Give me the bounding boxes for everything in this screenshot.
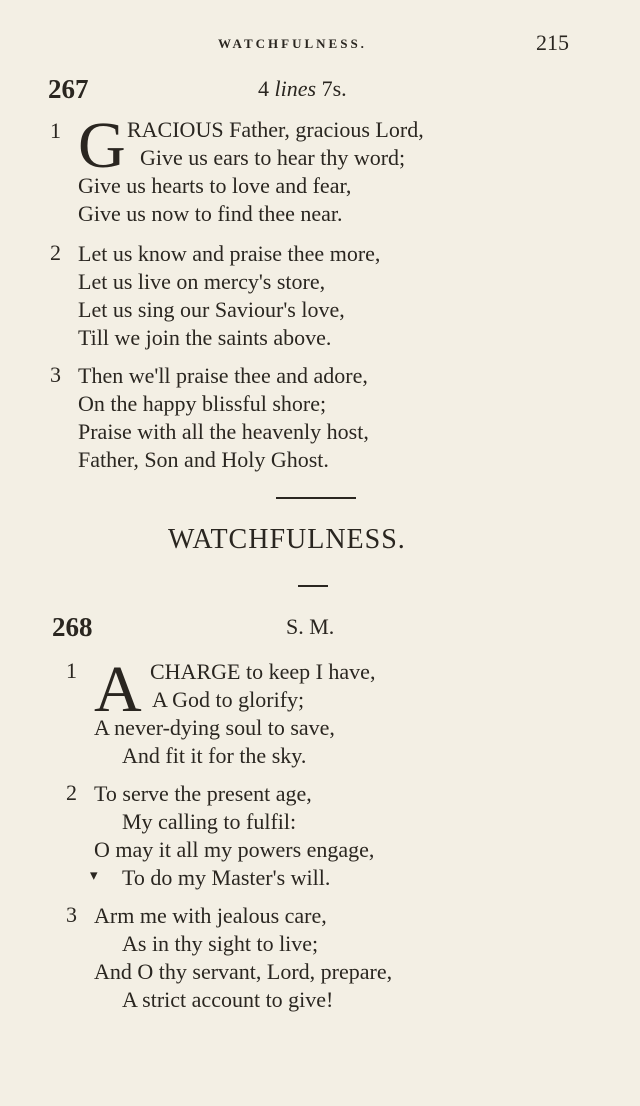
verse-line: Give us now to find thee near. bbox=[78, 201, 343, 226]
verse-line: A strict account to give! bbox=[122, 987, 334, 1012]
verse-number: 3 bbox=[50, 362, 61, 387]
verse-line: My calling to fulfil: bbox=[122, 809, 297, 834]
verse-line: Let us sing our Saviour's love, bbox=[78, 297, 345, 322]
hymn-267-meter-text: lines bbox=[274, 76, 317, 101]
verse-line: Let us know and praise thee more, bbox=[78, 241, 381, 266]
verse-number: 2 bbox=[66, 780, 77, 805]
verse-line: A never-dying soul to save, bbox=[94, 715, 335, 740]
verse-line: On the happy blissful shore; bbox=[78, 391, 327, 416]
hymn-268-meter: S. M. bbox=[286, 614, 335, 639]
first-line-tail: to keep I have, bbox=[240, 659, 376, 684]
verse-line bbox=[127, 116, 424, 144]
verse-line: Father, Son and Holy Ghost. bbox=[78, 447, 329, 472]
drop-cap: G bbox=[78, 109, 126, 182]
verse-line: Praise with all the heavenly host, bbox=[78, 419, 369, 444]
verse-line: Let us live on mercy's store, bbox=[78, 269, 326, 294]
verse-line: To do my Master's will. bbox=[122, 865, 331, 890]
verse-number: 3 bbox=[66, 902, 77, 927]
verse-line: Give us hearts to love and fear, bbox=[78, 173, 352, 198]
verse-line: Till we join the saints above. bbox=[78, 325, 332, 350]
hymn-267-meter-count: 4 bbox=[258, 76, 269, 101]
margin-marker-icon: ▾ bbox=[90, 868, 98, 884]
running-head: WATCHFULNESS. bbox=[218, 36, 367, 51]
verse-line: Then we'll praise thee and adore, bbox=[78, 363, 368, 388]
verse-line: Give us ears to hear thy word; bbox=[140, 145, 406, 170]
verse-line: To serve the present age, bbox=[94, 781, 312, 806]
section-divider bbox=[276, 497, 356, 499]
verse-line: O may it all my powers engage, bbox=[94, 837, 375, 862]
short-rule bbox=[298, 585, 328, 587]
first-word-smallcaps: CHARGE bbox=[150, 659, 241, 684]
first-word-smallcaps: RACIOUS bbox=[127, 117, 224, 142]
verse-line: A God to glorify; bbox=[152, 687, 305, 712]
drop-cap: A bbox=[94, 653, 142, 726]
hymn-267-meter bbox=[258, 76, 347, 102]
verse-line: As in thy sight to live; bbox=[122, 931, 319, 956]
verse-line: Arm me with jealous care, bbox=[94, 903, 327, 928]
hymn-268-number: 268 bbox=[52, 612, 93, 642]
verse-number: 2 bbox=[50, 240, 61, 265]
hymn-267-meter-suffix: 7s. bbox=[321, 76, 347, 101]
first-line-tail: Father, gracious Lord, bbox=[223, 117, 424, 142]
section-title: WATCHFULNESS. bbox=[168, 524, 406, 555]
verse-line: And fit it for the sky. bbox=[122, 743, 307, 768]
verse-number: 1 bbox=[50, 118, 61, 143]
verse-number: 1 bbox=[66, 658, 77, 683]
hymn-267-number: 267 bbox=[48, 74, 89, 104]
verse-line bbox=[150, 658, 375, 686]
page-number: 215 bbox=[536, 30, 569, 55]
verse-line: And O thy servant, Lord, prepare, bbox=[94, 959, 393, 984]
